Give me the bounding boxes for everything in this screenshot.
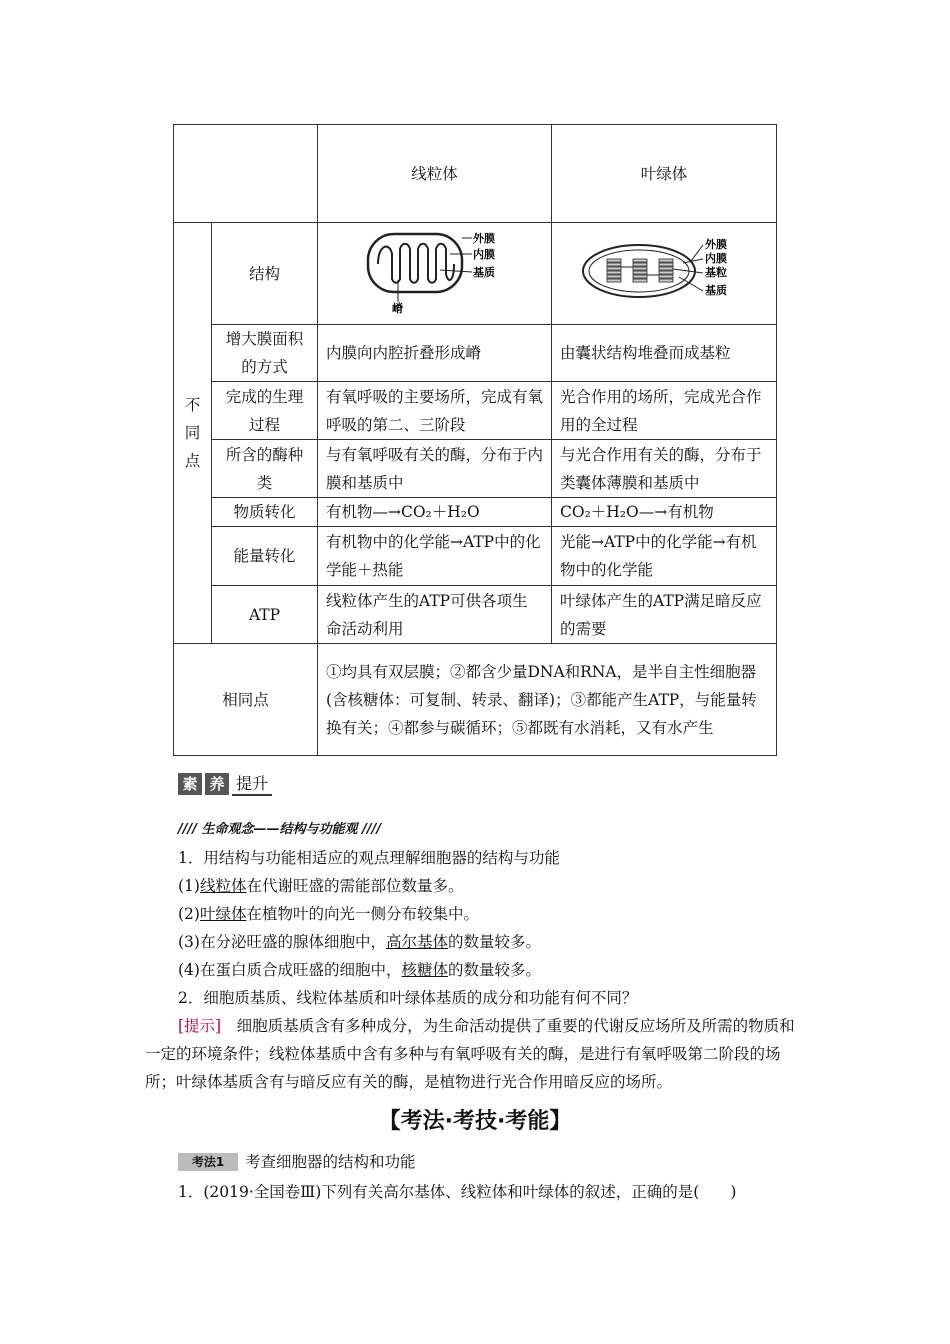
mito-label: 基质 <box>472 266 495 279</box>
hint-text: 细胞质基质含有多种成分，为生命活动提供了重要的代谢反应场所及所需的物质和一定的环境条件；线粒体基质中含有多种与有氧呼吸有关的酶，是进行有氧呼吸第二阶段的场所；叶绿体基质含有与暗反应有关的酶，是植物进行光合作用暗反应的场所。 <box>145 1017 795 1091</box>
col-header-mito: 线粒体 <box>318 125 552 223</box>
chloro-label: 外膜 <box>705 238 727 251</box>
method-title: 考查细胞器的结构和功能 <box>245 1153 416 1171</box>
mitochondrion-diagram <box>360 224 510 314</box>
chloroplast-diagram <box>579 231 749 307</box>
banner-box: 素 <box>178 773 202 795</box>
mito-cell: 线粒体产生的ATP可供各项生命活动利用 <box>318 586 552 644</box>
chloro-cell: 光合作用的场所，完成光合作用的全过程 <box>552 382 777 440</box>
question-1: 1．用结构与功能相适应的观点理解细胞器的结构与功能 <box>178 849 560 867</box>
hint-tag: [提示] <box>178 1017 222 1035</box>
corner-cell <box>174 125 318 223</box>
point-3: (3)在分泌旺盛的腺体细胞中，高尔基体的数量较多。 <box>178 933 541 951</box>
diff-label: 不同点 <box>174 223 212 644</box>
subtitle-deco: //// <box>362 822 382 837</box>
banner-text: 提升 <box>232 771 272 796</box>
mito-cell: 有机物中的化学能→ATP中的化学能＋热能 <box>318 527 552 586</box>
question-2: 2．细胞质基质、线粒体基质和叶绿体基质的成分和功能有何不同？ <box>178 989 638 1007</box>
chloro-cell: 由囊状结构堆叠而成基粒 <box>552 325 777 382</box>
mito-cell: 有氧呼吸的主要场所，完成有氧呼吸的第二、三阶段 <box>318 382 552 440</box>
mito-cell: 有机物—→CO₂＋H₂O <box>318 498 552 527</box>
row-label: 能量转化 <box>212 527 318 586</box>
subtitle-deco: //// <box>178 822 197 837</box>
mito-diagram-cell <box>318 223 552 325</box>
chloro-cell: 叶绿体产生的ATP满足暗反应的需要 <box>552 586 777 644</box>
chloro-cell: 光能→ATP中的化学能→有机物中的化学能 <box>552 527 777 586</box>
chloro-label: 内膜 <box>705 252 727 265</box>
mito-label: 内膜 <box>472 248 495 261</box>
chloro-cell: 与光合作用有关的酶，分布于类囊体薄膜和基质中 <box>552 440 777 498</box>
row-label: 增大膜面积的方式 <box>212 325 318 382</box>
section-subtitle <box>178 818 381 837</box>
subtitle-text: 生命观念——结构与功能观 <box>201 822 358 837</box>
section-heading: 【考法·考技·考能】 <box>378 1109 572 1134</box>
section-banner <box>178 771 272 797</box>
same-label: 相同点 <box>174 644 318 756</box>
comparison-table <box>173 124 777 756</box>
mito-label: 嵴 <box>391 302 403 314</box>
col-header-chloro: 叶绿体 <box>552 125 777 223</box>
same-text: ①均具有双层膜；②都含少量DNA和RNA，是半自主性细胞器(含核糖体：可复制、转录、翻译)；③都能产生ATP，与能量转换有关；④都参与碳循环；⑤都既有水消耗，又有水产生 <box>318 644 777 756</box>
exam-question: 1．(2019·全国卷Ⅲ)下列有关高尔基体、线粒体和叶绿体的叙述，正确的是( ) <box>178 1183 737 1201</box>
banner-box: 养 <box>205 773 229 795</box>
point-2: (2)叶绿体在植物叶的向光一侧分布较集中。 <box>178 905 479 923</box>
row-label: 完成的生理过程 <box>212 382 318 440</box>
mito-label: 外膜 <box>472 232 495 245</box>
row-label: 结构 <box>212 223 318 325</box>
point-1: (1)线粒体在代谢旺盛的需能部位数量多。 <box>178 877 464 895</box>
mito-cell: 内膜向内腔折叠形成嵴 <box>318 325 552 382</box>
point-4: (4)在蛋白质合成旺盛的细胞中，核糖体的数量较多。 <box>178 961 541 979</box>
chloro-cell: CO₂＋H₂O—→有机物 <box>552 498 777 527</box>
chloro-label: 基质 <box>705 284 727 297</box>
row-label: ATP <box>212 586 318 644</box>
row-label: 所含的酶种类 <box>212 440 318 498</box>
mito-cell: 与有氧呼吸有关的酶，分布于内膜和基质中 <box>318 440 552 498</box>
row-label: 物质转化 <box>212 498 318 527</box>
chloro-diagram-cell <box>552 223 777 325</box>
hint-paragraph <box>145 1012 810 1096</box>
chloro-label: 基粒 <box>705 266 727 279</box>
method-tag: 考法1 <box>178 1153 238 1171</box>
